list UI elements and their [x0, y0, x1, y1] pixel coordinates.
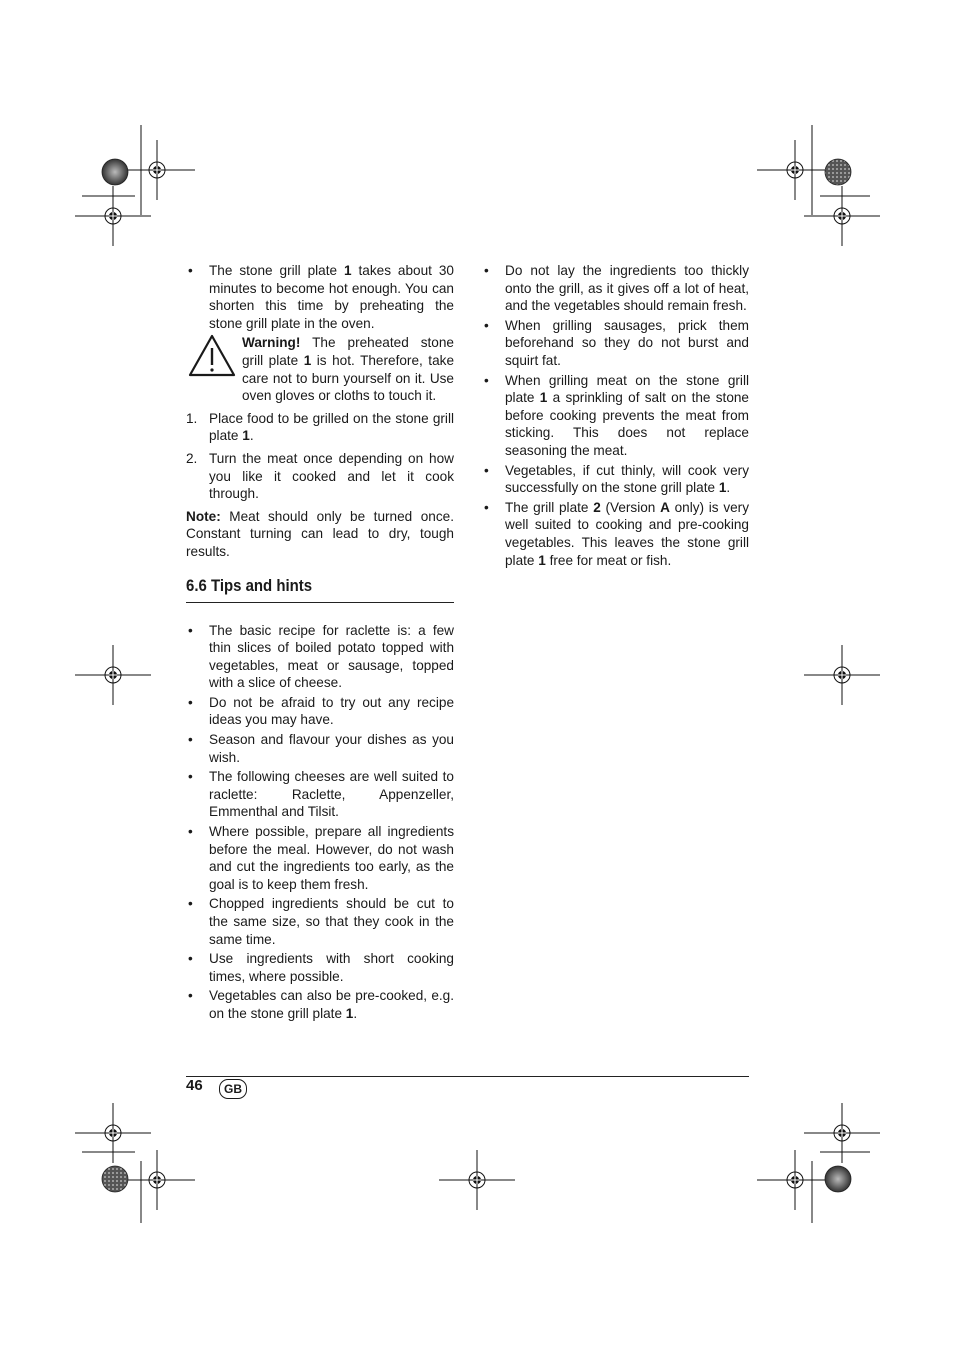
list-item: • The basic recipe for raclette is: a few thin slices of boiled potato topped with vegetables, meat or sausage, topped with a slice of cheese. — [188, 622, 454, 691]
list-item: • The stone grill plate 1 takes about 30 minutes to become hot enough. You can shorten this time by preheating the stone grill plate in the oven. — [188, 263, 454, 331]
numbered-step: 1. Place food to be grilled on the stone grill plate 1. — [186, 410, 454, 444]
list-item: • Chopped ingredients should be cut to the same size, so that they cook in the same time. — [188, 896, 454, 947]
list-item: • Use ingredients with short cooking times, where possible. — [188, 951, 454, 984]
list-item: • When grilling sausages, prick them beforehand so they do not burst and squirt fat. — [484, 317, 749, 368]
list-item: • Season and flavour your dishes as you wish. — [188, 732, 454, 765]
warning-block: Warning! The preheated stone grill plate 1 is hot. Therefore, take care not to burn yourself on it. Use oven gloves or cloths to touch it. — [186, 334, 454, 404]
section-heading: 6.6 Tips and hints — [186, 575, 313, 595]
warning-label: Warning! — [242, 335, 301, 351]
numbered-step: 2. Turn the meat once depending on how you like it cooked and let it cook through. — [186, 450, 454, 502]
list-item: • When grilling meat on the stone grill plate 1 a sprinkling of salt on the stone before cooking prevents the meat from sticking. This does not replace seasoning the meat. — [484, 372, 749, 458]
note-label: Note: — [186, 508, 221, 524]
list-item: • Vegetables, if cut thinly, will cook very successfully on the stone grill plate 1. — [484, 462, 749, 496]
list-item: • The grill plate 2 (Version A only) is very well suited to cooking and pre-cooking vegetables. This leaves the stone grill plate 1 free for meat or fish. — [484, 499, 749, 568]
list-item: • Vegetables can also be pre-cooked, e.g. on the stone grill plate 1. — [188, 988, 454, 1021]
bullet: • — [188, 263, 193, 278]
list-item: • Where possible, prepare all ingredients before the meal. However, do not wash and cut the ingredients too early, as the goal is to keep them fresh. — [188, 824, 454, 892]
list-item: • The following cheeses are well suited to raclette: Raclette, Appenzeller, Emmenthal and Tilsit. — [188, 769, 454, 820]
page-number: 46 — [186, 1077, 203, 1094]
note: Note: Meat should only be turned once. Constant turning can lead to dry, tough results. — [186, 508, 454, 559]
list-item: • Do not be afraid to try out any recipe ideas you may have. — [188, 694, 454, 728]
list-item: • Do not lay the ingredients too thickly onto the grill, as it gives off a lot of heat, and the vegetables should remain fresh. — [484, 263, 749, 314]
language-badge: GB — [219, 1079, 247, 1099]
